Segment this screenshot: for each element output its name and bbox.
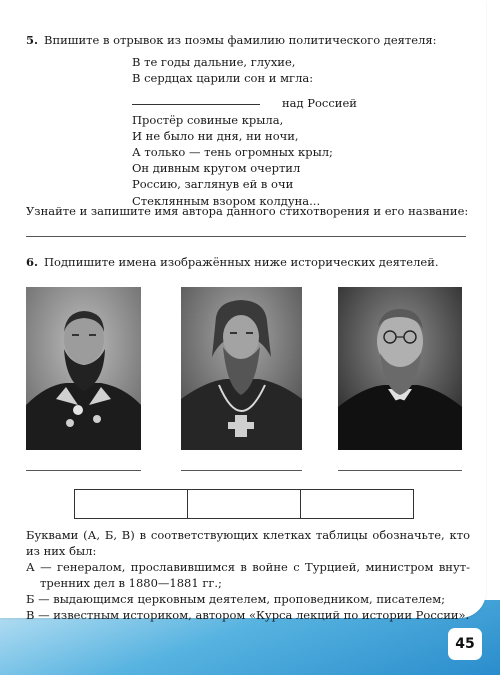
page-number: 45 (448, 628, 482, 660)
instruction-line: А — генералом, прославившимся в войне с Турцией, министром внут- (26, 560, 470, 574)
task6-prompt-text: Подпишите имена изображённых ниже исторических деятелей. (44, 255, 439, 269)
instruction-line: из них был: (26, 544, 97, 558)
name-answer-line-3[interactable] (338, 470, 462, 471)
poem-line: В те годы дальние, глухие, (132, 55, 296, 69)
task6-number: 6. (26, 255, 39, 269)
instruction-line: Буквами (А, Б, В) в соответствующих клетках таблицы обозначьте, кто (26, 528, 470, 542)
poem-line-with-blank (132, 95, 357, 111)
task6-instructions (26, 527, 470, 623)
portrait-church-figure-image (181, 287, 302, 450)
poem-line: В сердцах царили сон и мгла: (132, 71, 314, 86)
poem-line: Простёр совиные крыла, (132, 112, 284, 127)
poem-excerpt (132, 54, 357, 209)
instruction-line: Б — выдающимся церковным деятелем, проповедником, писателем; (26, 592, 446, 606)
portrait-church-figure (181, 287, 302, 450)
portrait-historian-image (338, 287, 462, 450)
answer-table-cell-3[interactable] (301, 490, 413, 518)
portrait-general-image (26, 287, 141, 450)
answer-table (74, 489, 414, 519)
poem-line-text: над Россией (282, 96, 357, 111)
portrait-historian (338, 287, 462, 450)
author-answer-line[interactable] (26, 236, 466, 237)
name-answer-line-1[interactable] (26, 470, 141, 471)
answer-table-cell-1[interactable] (75, 490, 188, 518)
poem-line: Россию, заглянув ей в очи (132, 177, 294, 192)
instruction-line: В — известным историком, автором «Курса лекций по истории России». (26, 608, 470, 622)
task5-number: 5. (26, 33, 39, 47)
poem-line: А только — тень огромных крыл; (132, 145, 333, 160)
poem-line: Стеклянным взором колдуна... (132, 193, 321, 208)
poem-line: Он дивным кругом очертил (132, 161, 301, 176)
instruction-line: тренних дел в 1880—1881 гг.; (40, 576, 222, 590)
task5-followup: Узнайте и запишите имя автора данного стихотворения и его название: (26, 204, 469, 218)
answer-table-cell-2[interactable] (188, 490, 301, 518)
task5-prompt-text: Впишите в отрывок из поэмы фамилию политического деятеля: (44, 33, 437, 47)
poem-blank-field[interactable] (132, 104, 260, 105)
portrait-general (26, 287, 141, 450)
task6-prompt (26, 255, 439, 270)
task5-prompt (26, 33, 437, 48)
poem-line: И не было ни дня, ни ночи, (132, 128, 299, 143)
name-answer-line-2[interactable] (181, 470, 302, 471)
